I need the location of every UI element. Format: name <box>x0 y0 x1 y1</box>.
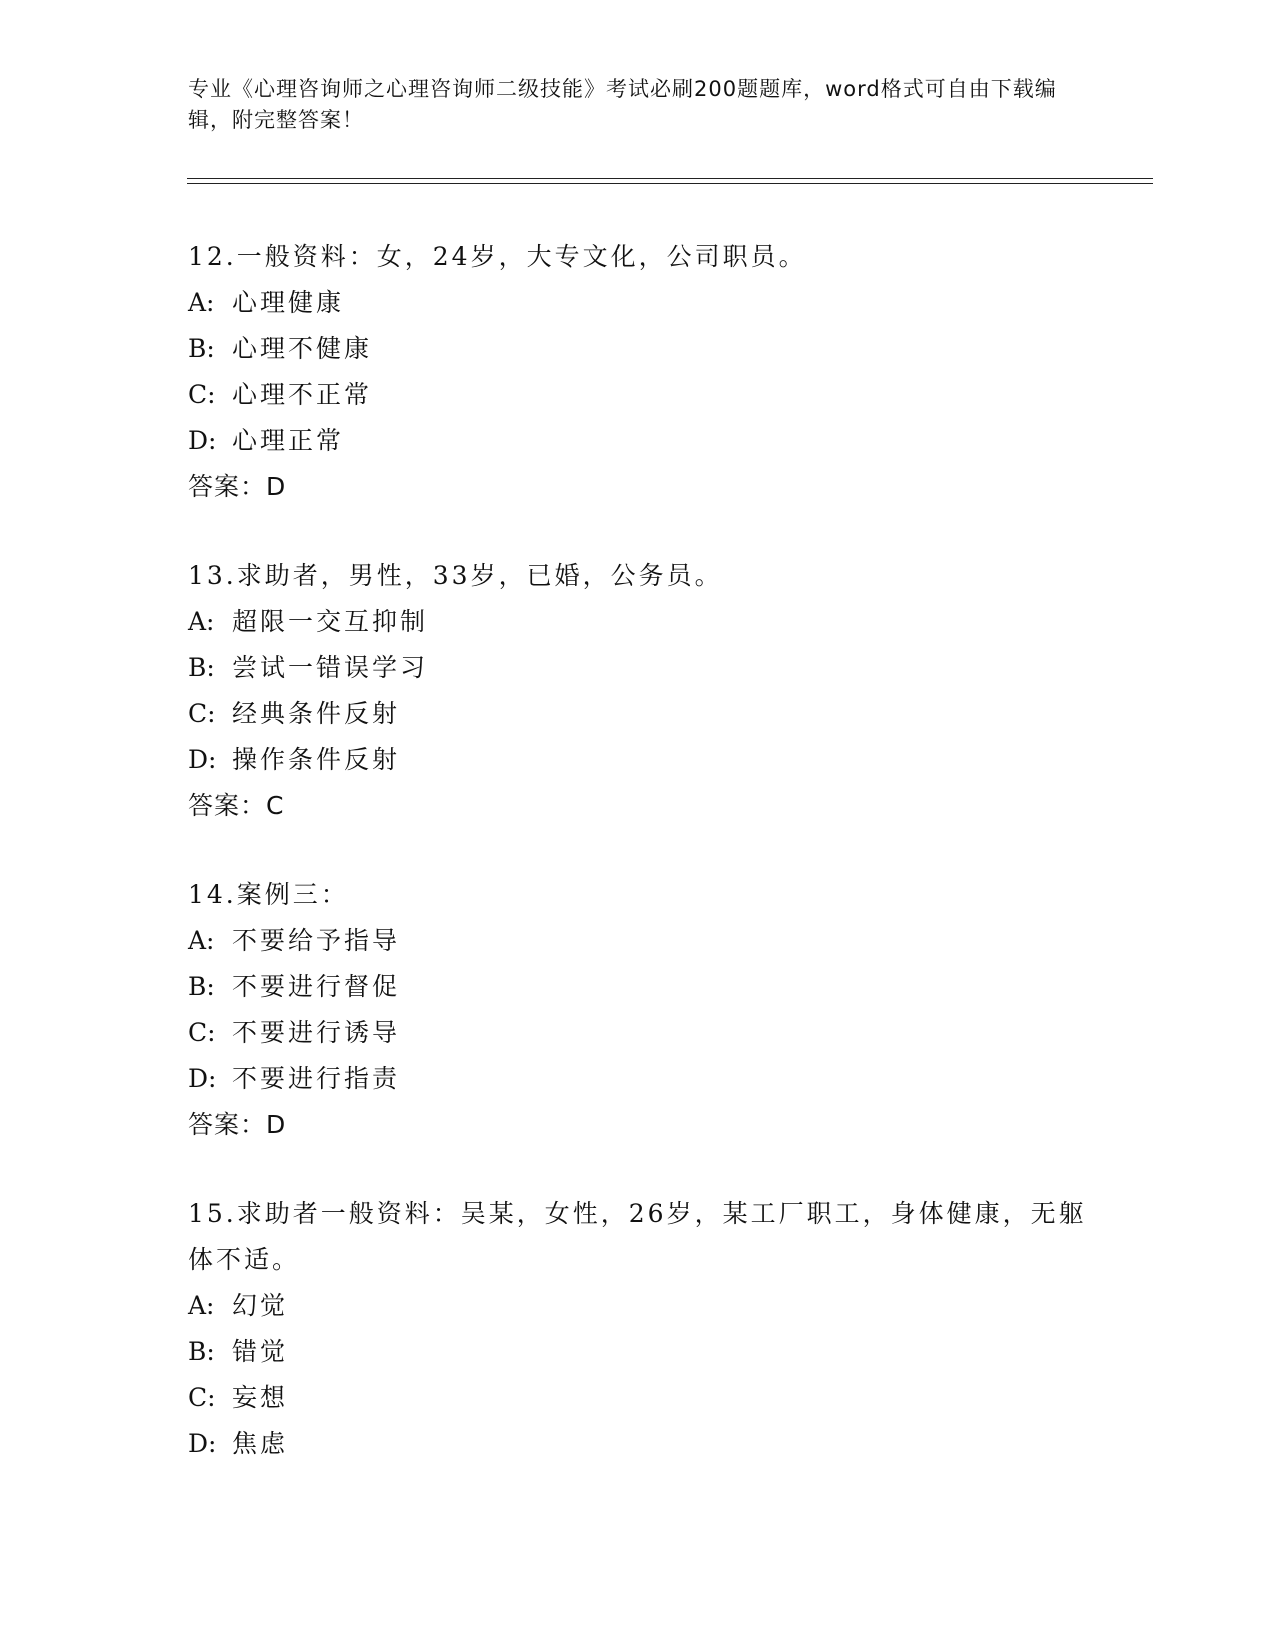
option-b <box>188 645 1088 691</box>
option-c <box>188 372 1088 418</box>
option-b <box>188 326 1088 372</box>
question-stem: 14.案例三： <box>188 880 349 909</box>
option-text: 不要进行督促 <box>232 972 401 1001</box>
option-letter: D: <box>188 1064 217 1093</box>
option-b <box>188 1329 1088 1375</box>
option-c <box>188 1375 1088 1421</box>
option-a <box>188 918 1088 964</box>
answer-line: 答案：D <box>188 1110 287 1139</box>
option-text: 妄想 <box>232 1383 289 1412</box>
option-text: 不要进行指责 <box>232 1064 401 1093</box>
option-letter: A: <box>188 288 215 317</box>
question-stem: 13.求助者，男性，33岁，已婚，公务员。 <box>188 561 723 590</box>
option-text: 尝试一错误学习 <box>232 653 429 682</box>
option-text: 经典条件反射 <box>232 699 401 728</box>
question-13 <box>188 553 1088 829</box>
question-12 <box>188 234 1088 510</box>
option-letter: D: <box>188 426 217 455</box>
option-text: 心理不正常 <box>232 380 373 409</box>
header-divider-top <box>187 178 1153 179</box>
document-header: 专业《心理咨询师之心理咨询师二级技能》考试必刷200题题库，word格式可自由下载编辑，附完整答案！ <box>188 77 1057 132</box>
option-text: 心理不健康 <box>232 334 373 363</box>
option-text: 不要进行诱导 <box>232 1018 401 1047</box>
option-text: 焦虑 <box>232 1429 289 1458</box>
option-letter: C: <box>188 380 216 409</box>
option-letter: A: <box>188 607 215 636</box>
answer-line: 答案：D <box>188 472 287 501</box>
option-c <box>188 691 1088 737</box>
option-text: 不要给予指导 <box>232 926 401 955</box>
option-text: 错觉 <box>232 1337 289 1366</box>
question-stem: 12.一般资料：女，24岁，大专文化，公司职员。 <box>188 242 807 271</box>
option-letter: A: <box>188 926 215 955</box>
option-c <box>188 1010 1088 1056</box>
option-b <box>188 964 1088 1010</box>
option-d <box>188 737 1088 783</box>
option-letter: D: <box>188 1429 217 1458</box>
option-letter: B: <box>188 653 215 682</box>
option-letter: C: <box>188 1383 216 1412</box>
option-letter: C: <box>188 699 216 728</box>
option-text: 超限一交互抑制 <box>232 607 429 636</box>
option-letter: A: <box>188 1291 215 1320</box>
question-14 <box>188 872 1088 1148</box>
option-letter: C: <box>188 1018 216 1047</box>
option-a <box>188 1283 1088 1329</box>
option-letter: B: <box>188 1337 215 1366</box>
option-letter: D: <box>188 745 217 774</box>
option-text: 心理正常 <box>232 426 345 455</box>
question-stem: 15.求助者一般资料：吴某，女性，26岁，某工厂职工，身体健康，无躯体不适。 <box>188 1199 1087 1274</box>
option-a <box>188 280 1088 326</box>
question-15 <box>188 1191 1088 1467</box>
answer-line: 答案：C <box>188 791 285 820</box>
option-text: 心理健康 <box>232 288 345 317</box>
option-d <box>188 1421 1088 1467</box>
option-a <box>188 599 1088 645</box>
header-divider-bottom <box>187 183 1153 184</box>
option-text: 幻觉 <box>232 1291 289 1320</box>
option-d <box>188 1056 1088 1102</box>
option-letter: B: <box>188 334 215 363</box>
option-text: 操作条件反射 <box>232 745 401 774</box>
option-d <box>188 418 1088 464</box>
option-letter: B: <box>188 972 215 1001</box>
